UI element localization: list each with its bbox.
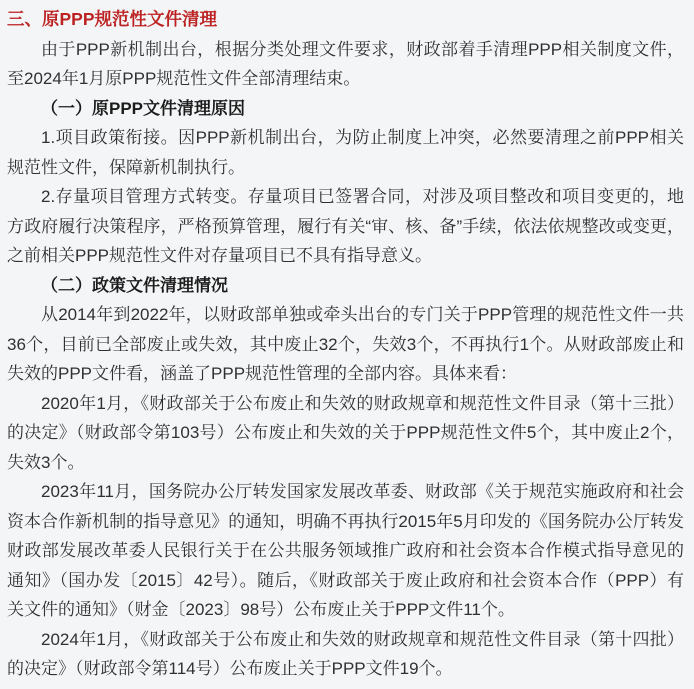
paragraph: 从2014年到2022年，以财政部单独或牵头出台的专门关于PPP管理的规范性文件一共36个，目前已全部废止或失效，其中废止32个，失效3个，不再执行1个。从财政部废止和失效的PPP文件看，涵盖了PPP规范性管理的全部内容。具体来看： (7, 305, 684, 383)
paragraph: 2020年1月，《财政部关于公布废止和失效的财政规章和规范性文件目录（第十三批）的决定》（财政部令第103号）公布废止和失效的关于PPP规范性文件5个，其中废止2个，失效3个。 (7, 393, 684, 472)
paragraph: 2023年11月，国务院办公厅转发国家发展改革委、财政部《关于规范实施政府和社会资本合作新机制的指导意见》的通知，明确不再执行2015年5月印发的《国务院办公厅转发财政部发展改革委人民银行关于在公共服务领域推广政府和社会资本合作模式指导意见的通知》（国办发〔2015〕42号）。随后，《财政部关于废止政府和社会资本合作（PPP）有关文件的通知》（财金〔2023〕98号）公布废止关于PPP文件11个。 (7, 482, 684, 619)
section-heading: （二）政策文件清理情况 (41, 275, 228, 295)
paragraph-container (7, 35, 684, 684)
paragraph: 1.项目政策衔接。因PPP新机制出台，为防止制度上冲突，必然要清理之前PPP相关规范性文件，保障新机制执行。 (7, 128, 684, 177)
section-heading: （一）原PPP文件清理原因 (41, 98, 246, 118)
paragraph: 由于PPP新机制出台，根据分类处理文件要求，财政部着手清理PPP相关制度文件，至2024年1月原PPP规范性文件全部清理结束。 (7, 39, 684, 88)
paragraph: 2.存量项目管理方式转变。存量项目已签署合同，对涉及项目整改和项目变更的，地方政府履行决策程序，严格预算管理，履行有关“审、核、备”手续，依法依规整改或变更，之前相关PPP规范性文件对存量项目已不具有指导意义。 (7, 187, 684, 265)
document-title: 三、原PPP规范性文件清理 (7, 9, 218, 29)
paragraph: 2024年1月，《财政部关于公布废止和失效的财政规章和规范性文件目录（第十四批）的决定》（财政部令第114号）公布废止关于PPP文件19个。 (7, 629, 684, 678)
